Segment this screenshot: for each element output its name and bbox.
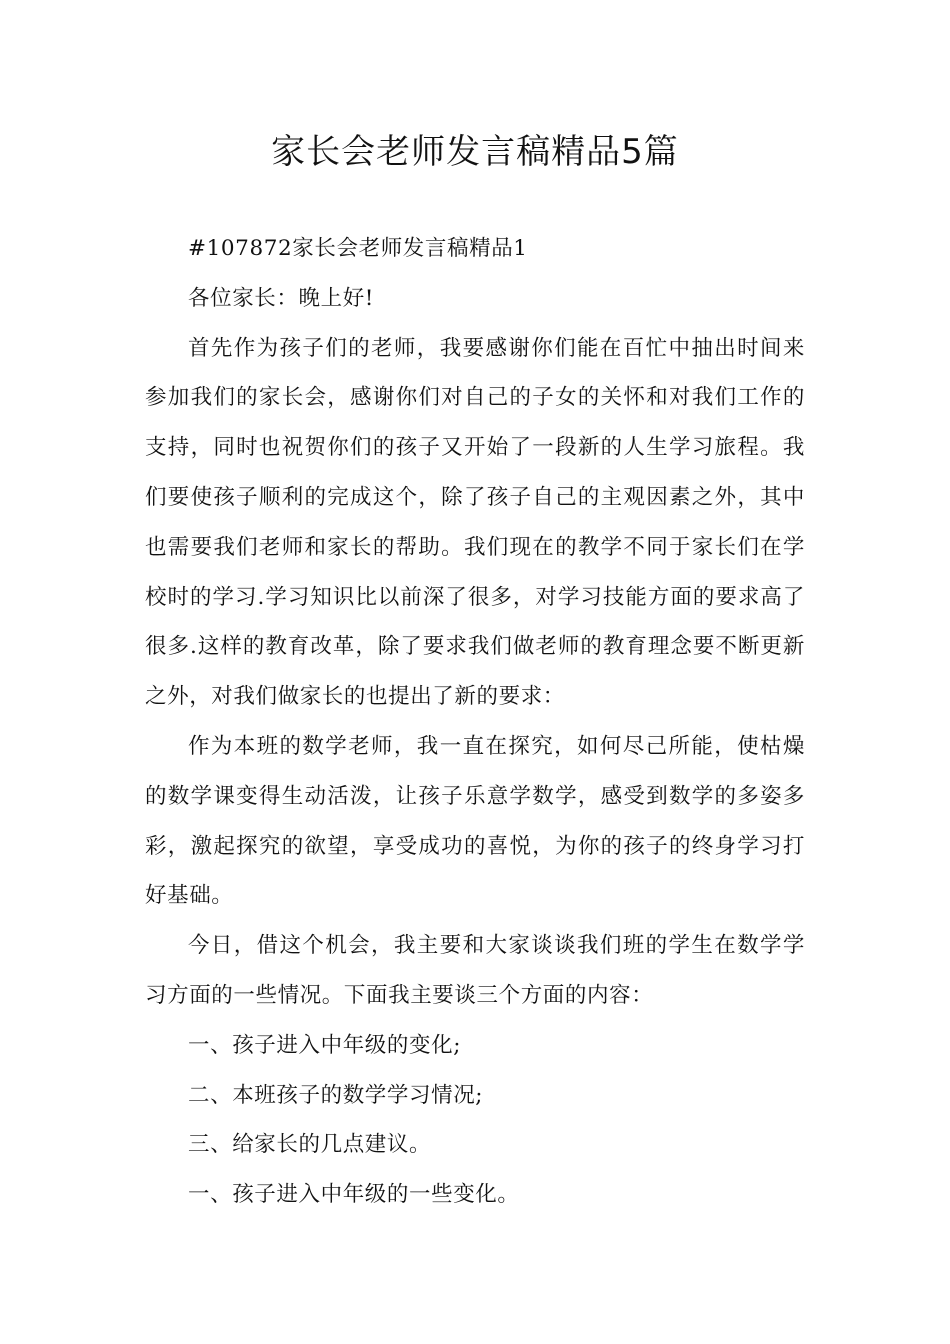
list-item: 一、孩子进入中年级的变化; (188, 1032, 462, 1058)
list-item: 三、给家长的几点建议。 (188, 1132, 432, 1158)
section-heading: 一、孩子进入中年级的一些变化。 (188, 1182, 520, 1208)
paragraph-intro: 首先作为孩子们的老师，我要感谢你们能在百忙中抽出时间来参加我们的家长会，感谢你们对自己的子女的关怀和对我们工作的支持，同时也祝贺你们的孩子又开始了一段新的人生学习旅程。我们要使孩子顺利的完成这个，除了孩子自己的主观因素之外，其中也需要我们老师和家长的帮助。我们现在的教学不同于家长们在学校时的学习.学习知识比以前深了很多，对学习技能方面的要求高了很多.这样的教育改革，除了要求我们做老师的教育理念要不断更新之外，对我们做家长的也提出了新的要求： (145, 335, 805, 710)
paragraph-math-teacher: 作为本班的数学老师，我一直在探究，如何尽己所能，使枯燥的数学课变得生动活泼，让孩子乐意学数学，感受到数学的多姿多彩，激起探究的欲望，享受成功的喜悦，为你的孩子的终身学习打好基础。 (145, 733, 805, 909)
paragraph-heading: #107872家长会老师发言稿精品1 (188, 236, 528, 261)
list-item: 二、本班孩子的数学学习情况; (188, 1082, 484, 1108)
document-title: 家长会老师发言稿精品5篇 (271, 132, 679, 172)
paragraph-greeting: 各位家长：晚上好! (188, 285, 375, 311)
document-body (145, 224, 805, 1220)
paragraph-topics-intro: 今日，借这个机会，我主要和大家谈谈我们班的学生在数学学习方面的一些情况。下面我主要谈三个方面的内容： (145, 933, 805, 1008)
